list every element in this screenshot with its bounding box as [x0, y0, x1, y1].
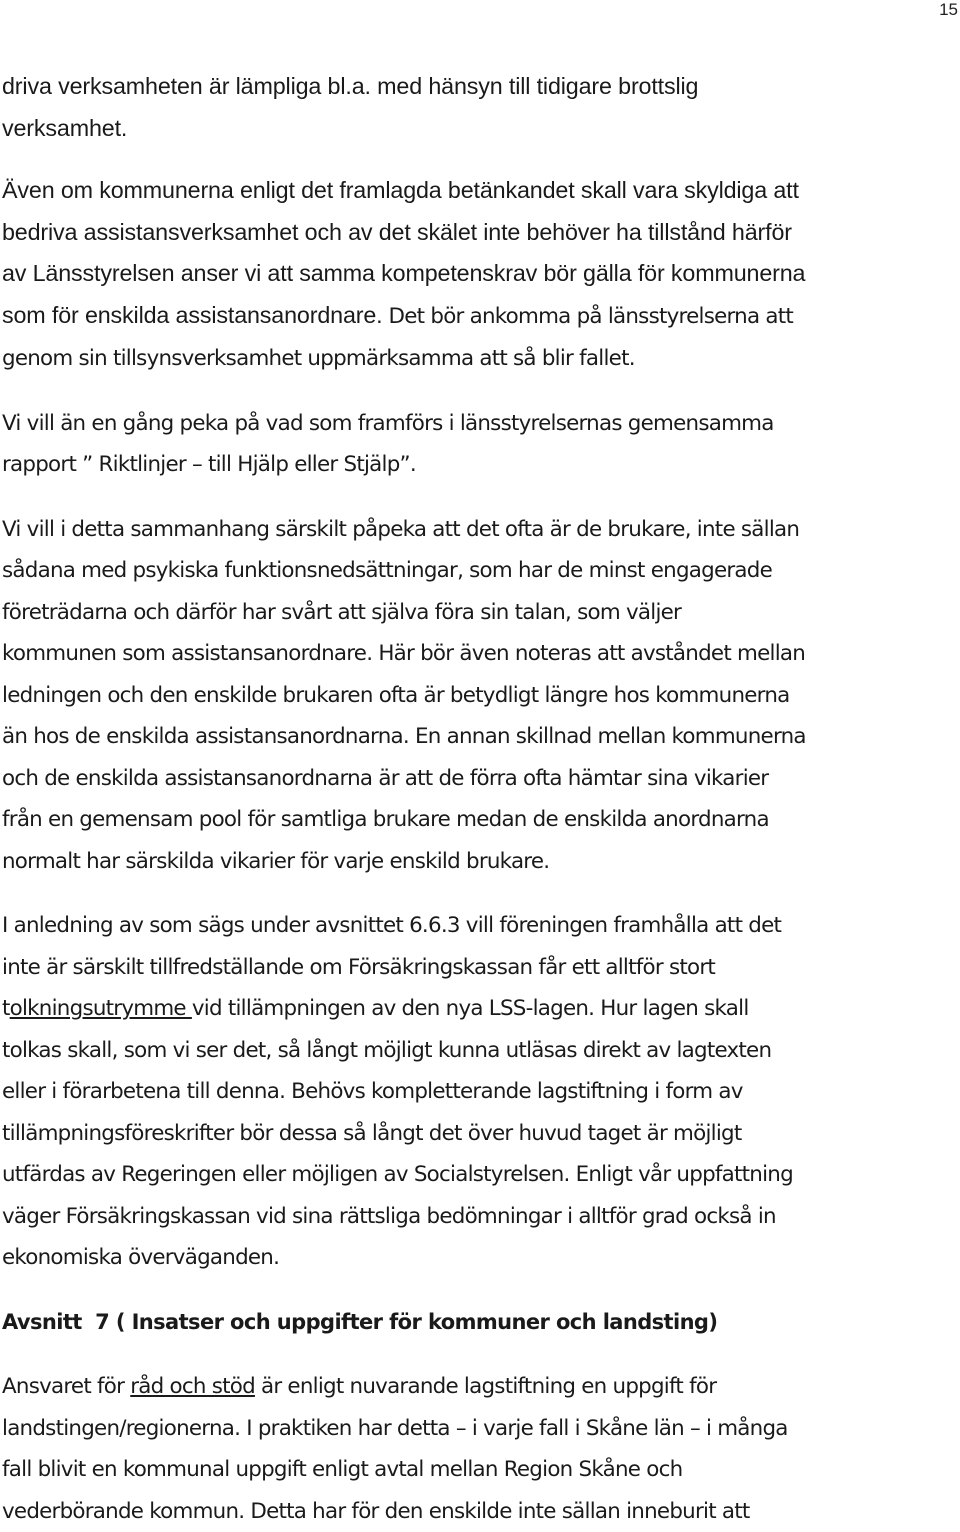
paragraph-guidelines-report: Vi vill än en gång peka på vad som framförs i länsstyrelsernas gemensamma rapport ” Riktlinjer – till Hjälp eller Stjälp”.	[2, 410, 774, 477]
paragraph-interpretation-post: vid tillämpningen av den nya LSS-lagen. Hur lagen skall tolkas skall, som vi ser det, så långt möjligt kunna utläsas direkt av lagtexten eller i förarbetena till denna. Behövs kompletterande lagstiftning i form av tillämpningsföreskrifter bör dessa så långt det över huvud taget är möjligt utfärdas av Regeringen eller möjligen av Socialstyrelsen. Enligt vår uppfattning väger Försäkringskassan vid sina rättsliga bedömningar i alltför grad också in ekonomiska överväganden.	[2, 996, 793, 1270]
paragraph-interpretation-pre: I anledning av som sägs under avsnittet 6.6.3 vill föreningen framhålla att det inte är särskilt tillfredställande om Försäkringskassan får ett alltför stort t	[2, 913, 782, 1021]
document-body	[2, 66, 960, 1532]
paragraph-intro: driva verksamheten är lämpliga bl.a. med hänsyn till tidigare brottslig verksamhet.	[2, 73, 699, 141]
paragraph-municipal-competence-a: Även om kommunerna enligt det framlagda betänkandet skall vara skyldiga att bedriva assistansverksamhet och av det skälet inte behöver ha tillstånd härför av Länsstyrelsen anser vi att samma kompetenskrav bör gälla för kommunerna som för enskilda assistansanordnare.	[2, 177, 806, 328]
paragraph-advice-post: är enligt nuvarande lagstiftning en uppgift för landstingen/regionerna. I praktiken har detta – i varje fall i Skåne län – i många fall blivit en kommunal uppgift enligt avtal mellan Region Skåne och vederbörande kommun. Detta har för den enskilde inte sällan inneburit att	[2, 1374, 788, 1524]
paragraph-advice-pre: Ansvaret för	[2, 1374, 131, 1399]
paragraph-advice-support	[2, 1366, 960, 1532]
section-heading: Avsnitt 7 ( Insatser och uppgifter för kommuner och landsting)	[2, 1309, 718, 1334]
paragraph-municipal-competence	[2, 170, 960, 380]
paragraph-interpretation-scope	[2, 905, 960, 1279]
underlined-term-advice: råd och stöd	[130, 1374, 255, 1399]
paragraph-municipal-competence-b: Det bör ankomma på länsstyrelserna att genom sin tillsynsverksamhet uppmärksamma att så blir fallet.	[2, 303, 794, 371]
paragraph-vulnerable-users: Vi vill i detta sammanhang särskilt påpeka att det ofta är de brukare, inte sällan sådana med psykiska funktionsnedsättningar, som har de minst engagerade företrädarna och därför har svårt att själva föra sin talan, som väljer kommunen som assistansanordnare. Här bör även noteras att avståndet mellan ledningen och den enskilde brukaren ofta är betydligt längre hos kommunerna än hos de enskilda assistansanordnarna. En annan skillnad mellan kommunerna och de enskilda assistansanordnarna är att de förra ofta hämtar sina vikarier från en gemensam pool för samtliga brukare medan de enskilda anordnarna normalt har särskilda vikarier för varje enskild brukare.	[2, 516, 806, 874]
underlined-term: olkningsutrymme	[9, 996, 192, 1021]
page-number: 15	[939, 0, 958, 19]
